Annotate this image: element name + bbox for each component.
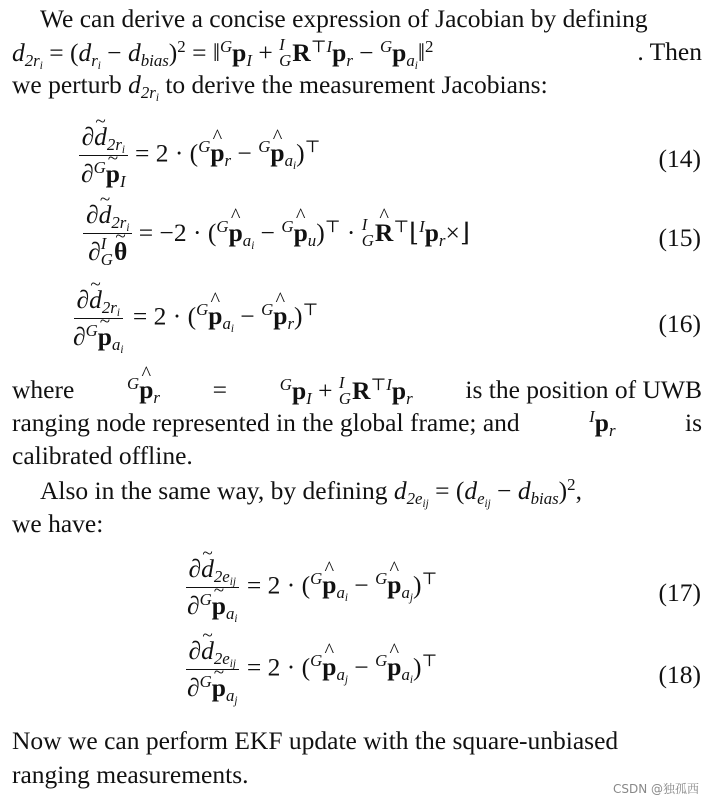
paragraph-2-line-3: calibrated offline. xyxy=(12,441,193,470)
equation-number-17: (17) xyxy=(658,578,701,607)
equation-14: $\frac{\partial\sim d_{2r_i}}{\partial^G\sim p_I}$ = 2 · ($^G$^ $p_r$ − $^G$^ $p_{a_i})^⊤$ xyxy=(78,122,320,189)
equation-number-14: (14) xyxy=(658,144,701,173)
paragraph-1-line-1: We can derive a concise expression of Jacobian by defining xyxy=(40,4,648,33)
equation-16: $\frac{\partial\sim d_{2r_i}}{\partial^G\sim p_{a_i}}$ = 2 · ($^G$^ $p_{a_i}$ − $^G$^ $p_r)^⊤$ xyxy=(70,285,318,352)
equation-17: $\frac{\partial\sim d_{2e_{ij}}}{\partial^G\sim p_{a_i}}$ = 2 · ($^G$^ $p_{a_i}$ − $^G$^ $p_{a_j})^⊤$ xyxy=(184,554,437,621)
paragraph-2-line-1: where $^G$^ $p_r$ = $^Gp_I$ + I G $R^{⊤I}p_r$ is the position of UWB xyxy=(12,377,702,409)
equation-number-16: (16) xyxy=(658,309,701,338)
paragraph-1-line-2: $d_{2r_i} = (d_{r_i} - d_{bias})^2$ = $‖^Gp_I$ + I G $R^{⊤I}p_r$ − $^Gp_{a_i}‖^2$ . Then xyxy=(12,35,702,72)
equation-number-18: (18) xyxy=(658,660,701,689)
paragraph-3-line-1: Also in the same way, by defining $d_{2e_{ij}} = (d_{e_{ij}} - d_{bias})^2$, xyxy=(40,474,582,510)
paragraph-2-line-2: ranging node represented in the global frame; and $^Ip_r$ is xyxy=(12,406,702,440)
equation-number-15: (15) xyxy=(658,223,701,252)
paragraph-4-line-2: ranging measurements. xyxy=(12,760,249,789)
equation-15: ∂~ $d_{2r_i}$ ∂ I G ~ θ = −2 · ($^G$^ $p_{a_i}$ − $^G$^ $p_u)^⊤$ · I G ^ $R^⊤⌊^Ip_r\times⌋$ xyxy=(83,200,470,270)
definition-d2r: $d_{2r_i} = (d_{r_i} - d_{bias})^2$ = $‖^Gp_I$ + I G $R^{⊤I}p_r$ − $^Gp_{a_i}‖^2$ xyxy=(12,35,434,72)
paragraph-3-line-2: we have: xyxy=(12,509,104,538)
watermark: CSDN @独孤西 xyxy=(612,782,699,796)
equation-18: $\frac{\partial\sim d_{2e_{ij}}}{\partial^G\sim p_{a_j}}$ = 2 · ($^G$^ $p_{a_j}$ − $^G$^ $p_{a_i})^⊤$ xyxy=(184,636,437,703)
paragraph-1-line-3: we perturb $d_{2r_i}$ to derive the measurement Jacobians: xyxy=(12,70,548,104)
paragraph-4-line-1: Now we can perform EKF update with the square-unbiased xyxy=(12,726,619,755)
